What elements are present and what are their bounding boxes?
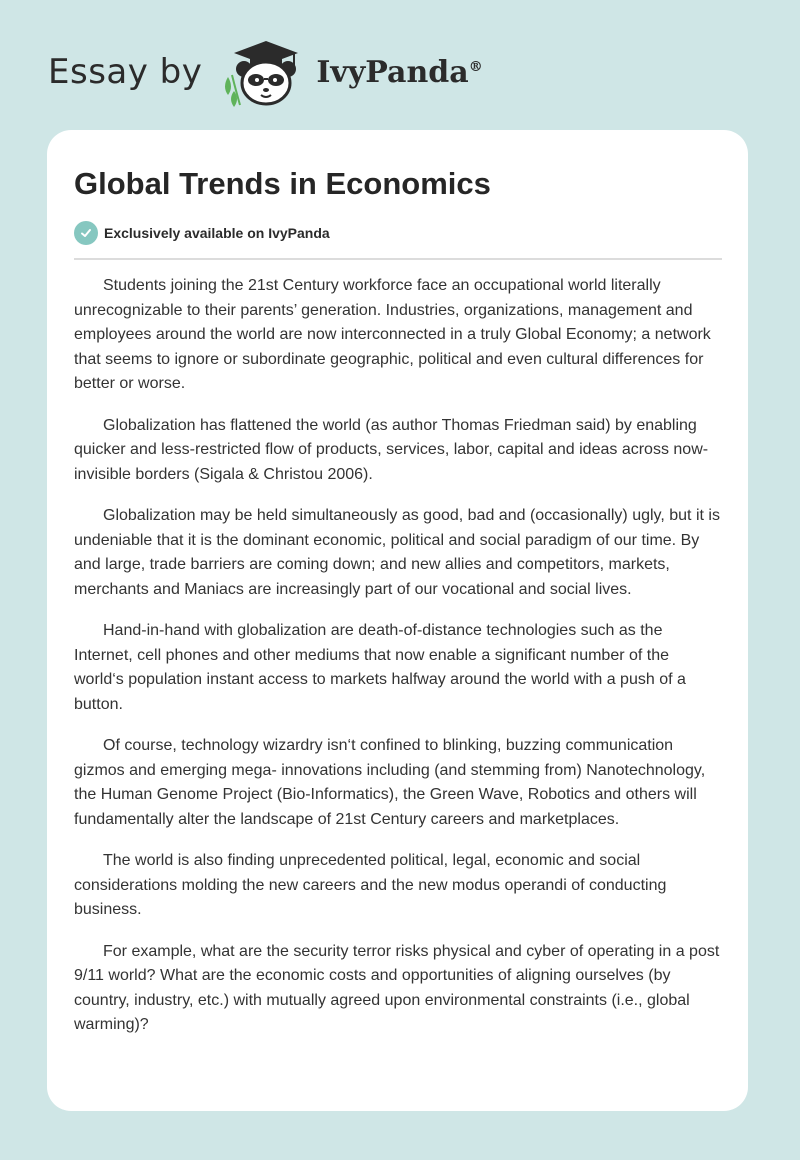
paragraph: Hand-in-hand with globalization are death-of-distance technologies such as the Internet, cell phones and other mediums that now enable a significant number of the world‘s population instant access to markets halfway around the world with a push of a button.	[74, 622, 686, 713]
exclusive-badge-label: Exclusively available on IvyPanda	[104, 225, 330, 241]
exclusive-badge	[74, 220, 722, 246]
paragraph: For example, what are the security terror risks physical and cyber of operating in a post 9/11 world? What are the economic costs and opportunities of aligning ourselves (by country, industry, etc.) with mutually agreed upon environmental constraints (i.e., global warming)?	[74, 942, 720, 1033]
paragraph: The world is also finding unprecedented political, legal, economic and social considerations molding the new careers and the new modus operandi of conducting business.	[74, 852, 667, 918]
essay-by-label: Essay by	[48, 52, 203, 92]
page-title: Global Trends in Economics	[74, 166, 491, 201]
divider	[74, 258, 722, 260]
check-icon	[74, 221, 98, 245]
site-header	[48, 36, 483, 108]
paragraph: Globalization has flattened the world (as author Thomas Friedman said) by enabling quicker and less-restricted flow of products, services, labor, capital and ideas across now-invisible borders (Sigala & Christou 2006).	[74, 416, 709, 483]
essay-body	[74, 274, 722, 1038]
paragraph: Students joining the 21st Century workforce face an occupational world literally unrecognizable to their parents’ generation. Industries, organizations, management and employees around the world are now interconnected in a truly Global Economy; a network that seems to ignore or subordinate geographic, political and even cultural differences for better or worse.	[74, 277, 711, 392]
registered-mark: ®	[468, 58, 483, 75]
paragraph: Of course, technology wizardry isn‘t confined to blinking, buzzing communication gizmos and emerging mega- innovations including (and stemming from) Nanotechnology, the Human Genome Project (Bio-Informatics), the Green Wave, Robotics and others will fundamentally alter the landscape of 21st Century careers and marketplaces.	[74, 737, 706, 828]
panda-logo-icon[interactable]	[220, 35, 312, 109]
brand-name: IvyPanda®	[316, 54, 483, 90]
paragraph: Globalization may be held simultaneously as good, bad and (occasionally) ugly, but it is undeniable that it is the dominant economic, political and social paradigm of our time. By and large, trade barriers are coming down; and new allies and competitors, markets, merchants and Maniacs are increasingly part of our vocational and social lives.	[74, 507, 720, 598]
essay-card	[47, 130, 748, 1111]
